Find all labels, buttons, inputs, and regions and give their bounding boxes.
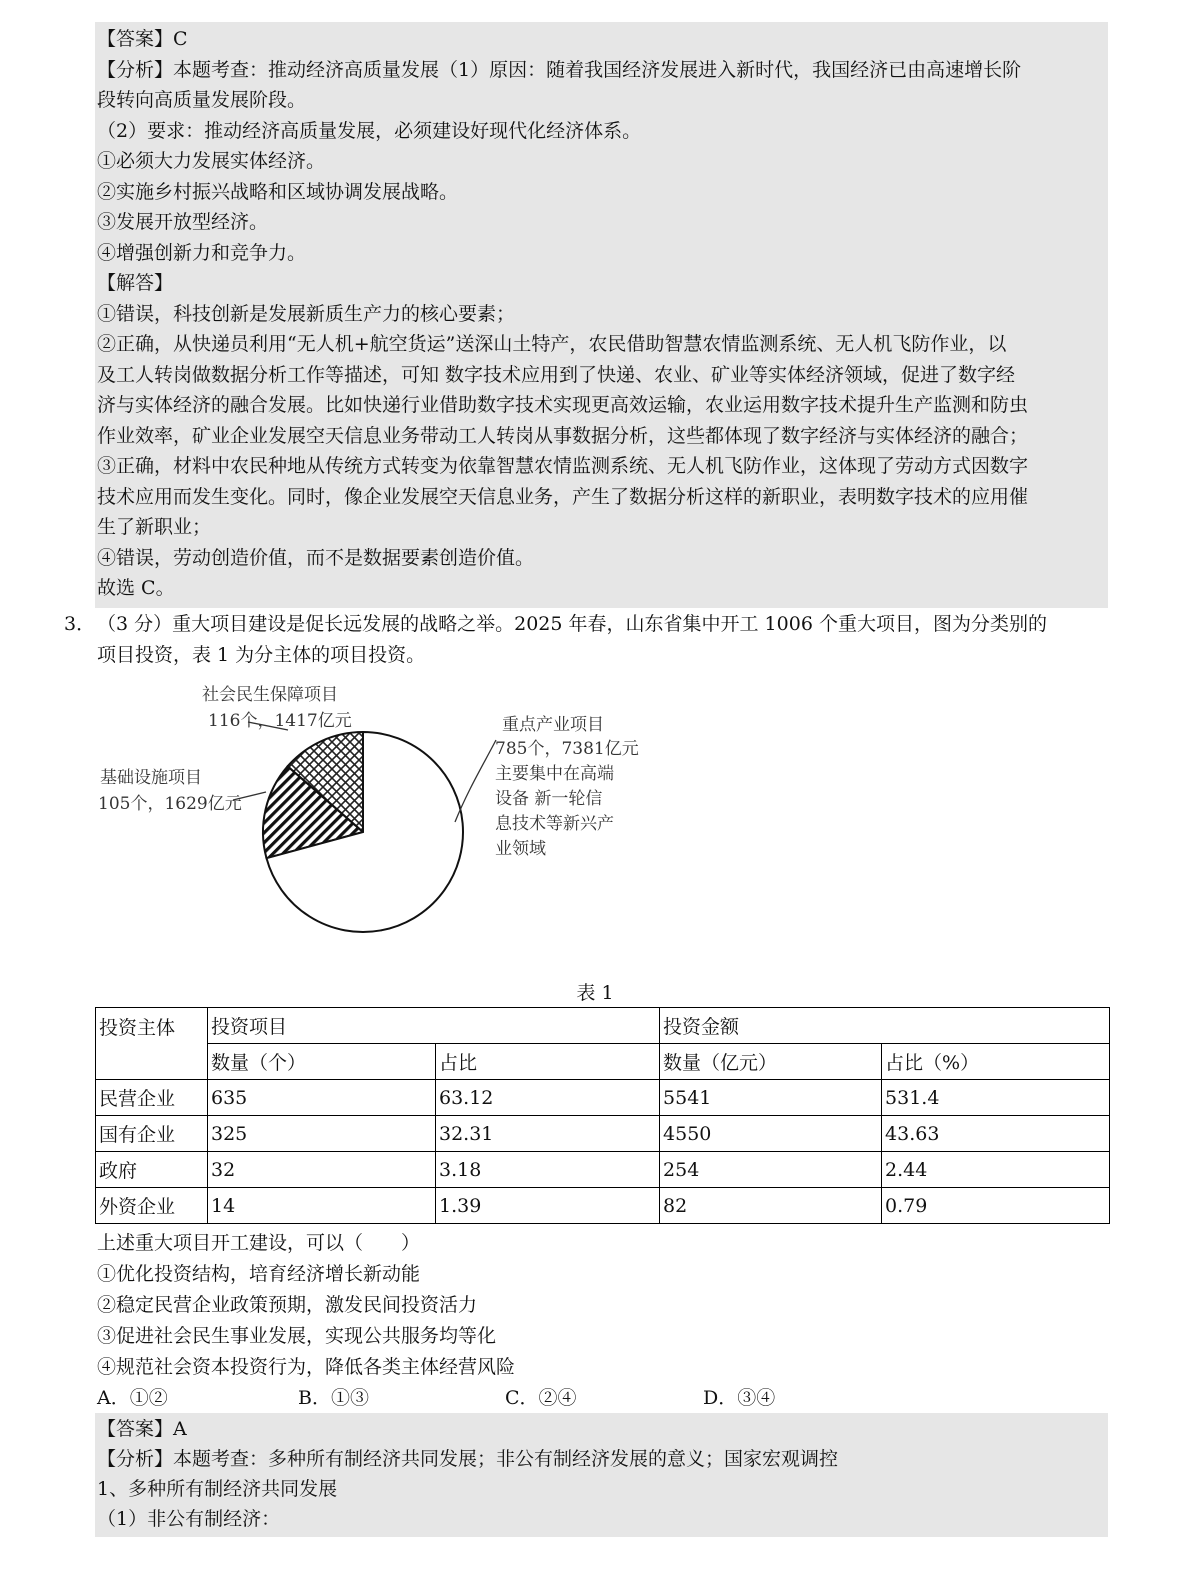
statement: ③促进社会民生事业发展，实现公共服务均等化 [97, 1325, 497, 1347]
table-cell: 254 [660, 1152, 882, 1188]
analysis-line: 1、多种所有制经济共同发展 [97, 1478, 338, 1500]
table-row [96, 1080, 1110, 1116]
analysis-line: 【分析】本题考查：推动经济高质量发展（1）原因：随着我国经济发展进入新时代，我国经济已由高速增长阶 [97, 59, 1022, 81]
table-cell: 2.44 [882, 1152, 1110, 1188]
subheader-cell: 占比 [436, 1044, 660, 1080]
solution-line: ③正确，材料中农民种地从传统方式转变为依靠智慧农情监测系统、无人机飞防作业，这体现了劳动方式因数字 [97, 455, 1029, 477]
table-cell: 3.18 [436, 1152, 660, 1188]
solution-line: 生了新职业； [97, 516, 212, 538]
solution-title: 【解答】 [97, 272, 174, 294]
analysis-line: 段转向高质量发展阶段。 [97, 89, 307, 111]
table-row [96, 1188, 1110, 1224]
investment-table [95, 1007, 1110, 1224]
table-cell: 32.31 [436, 1116, 660, 1152]
question-stem: （3 分）重大项目建设是促长远发展的战略之举。2025 年春，山东省集中开工 1006 个重大项目，图为分类别的 [97, 613, 1047, 635]
analysis-line: ②实施乡村振兴战略和区域协调发展战略。 [97, 181, 459, 203]
pie-chart [98, 670, 670, 960]
option-b[interactable]: B．①③ [298, 1387, 369, 1409]
answer-label: 【答案】C [97, 28, 188, 50]
solution-line: ①错误，科技创新是发展新质生产力的核心要素； [97, 303, 516, 325]
analysis-line: （1）非公有制经济： [97, 1508, 281, 1530]
table-cell: 5541 [660, 1080, 882, 1116]
table-caption: 表 1 [576, 982, 614, 1004]
subheader-cell: 占比（%） [882, 1044, 1110, 1080]
analysis-line: （2）要求：推动经济高质量发展，必须建设好现代化经济体系。 [97, 120, 642, 142]
table-cell: 4550 [660, 1116, 882, 1152]
solution-line: 故选 C。 [97, 577, 175, 599]
table-header-row [96, 1008, 1110, 1044]
table-cell: 63.12 [436, 1080, 660, 1116]
analysis-line: ③发展开放型经济。 [97, 211, 269, 233]
label-industry-line: 息技术等新兴产 [495, 814, 614, 834]
table-cell: 外资企业 [96, 1188, 208, 1224]
statement: ①优化投资结构，培育经济增长新动能 [97, 1263, 421, 1285]
label-industry-line: 业领域 [495, 839, 546, 859]
header-subject: 投资主体 [96, 1008, 208, 1080]
table-cell: 政府 [96, 1152, 208, 1188]
option-d[interactable]: D．③④ [703, 1387, 776, 1409]
solution-line: 技术应用而发生变化。同时，像企业发展空天信息业务，产生了数据分析这样的新职业，表明数字技术的应用催 [97, 486, 1029, 508]
subheader-cell: 数量（亿元） [660, 1044, 882, 1080]
question-stem: 项目投资，表 1 为分主体的项目投资。 [97, 644, 426, 666]
label-industry-line: 主要集中在高端 [495, 764, 614, 784]
label-infrastructure-line: 105个，1629亿元 [98, 794, 242, 814]
question-number: 3． [64, 613, 96, 635]
table-cell: 531.4 [882, 1080, 1110, 1116]
subheader-cell: 数量（个） [208, 1044, 436, 1080]
table-cell: 1.39 [436, 1188, 660, 1224]
table-cell: 82 [660, 1188, 882, 1224]
statement: ②稳定民营企业政策预期，激发民间投资活力 [97, 1294, 478, 1316]
table-cell: 32 [208, 1152, 436, 1188]
table-row [96, 1116, 1110, 1152]
header-projects: 投资项目 [208, 1008, 660, 1044]
option-c[interactable]: C．②④ [505, 1387, 577, 1409]
table-cell: 325 [208, 1116, 436, 1152]
table-subheader-row [96, 1044, 1110, 1080]
pie-slices [263, 732, 463, 932]
option-a[interactable]: A．①② [97, 1387, 168, 1409]
table-cell: 民营企业 [96, 1080, 208, 1116]
table-cell: 635 [208, 1080, 436, 1116]
question-prompt: 上述重大项目开工建设，可以（ ） [97, 1232, 421, 1254]
statement: ④规范社会资本投资行为，降低各类主体经营风险 [97, 1356, 516, 1378]
label-industry-line: 设备 新一轮信 [495, 789, 603, 809]
solution-line: 作业效率，矿业企业发展空天信息业务带动工人转岗从事数据分析，这些都体现了数字经济与实体经济的融合； [97, 425, 1029, 447]
answer-label: 【答案】A [97, 1418, 187, 1440]
label-industry [495, 715, 639, 859]
table-cell: 0.79 [882, 1188, 1110, 1224]
label-social [202, 685, 352, 731]
solution-line: ②正确，从快递员利用“无人机+航空货运”送深山土特产，农民借助智慧农情监测系统、无人机飞防作业，以 [97, 333, 1007, 355]
analysis-line: ①必须大力发展实体经济。 [97, 150, 326, 172]
table-row [96, 1152, 1110, 1188]
label-infrastructure-line: 基础设施项目 [100, 768, 202, 788]
solution-line: 及工人转岗做数据分析工作等描述，可知 数字技术应用到了快递、农业、矿业等实体经济领域，促进了数字经 [97, 364, 1016, 386]
analysis-line: 【分析】本题考查：多种所有制经济共同发展；非公有制经济发展的意义；国家宏观调控 [97, 1448, 839, 1470]
label-industry-line: 785个，7381亿元 [495, 739, 639, 759]
solution-line: ④错误，劳动创造价值，而不是数据要素创造价值。 [97, 547, 535, 569]
label-industry-line: 重点产业项目 [502, 715, 604, 735]
table-cell: 43.63 [882, 1116, 1110, 1152]
table-cell: 国有企业 [96, 1116, 208, 1152]
label-social-line: 社会民生保障项目 [202, 685, 338, 705]
header-amount: 投资金额 [660, 1008, 1110, 1044]
analysis-line: ④增强创新力和竞争力。 [97, 242, 307, 264]
label-social-line: 116个，1417亿元 [208, 711, 352, 731]
label-infrastructure [98, 768, 242, 814]
table-cell: 14 [208, 1188, 436, 1224]
solution-line: 济与实体经济的融合发展。比如快递行业借助数字技术实现更高效运输，农业运用数字技术提升生产监测和防虫 [97, 394, 1029, 416]
